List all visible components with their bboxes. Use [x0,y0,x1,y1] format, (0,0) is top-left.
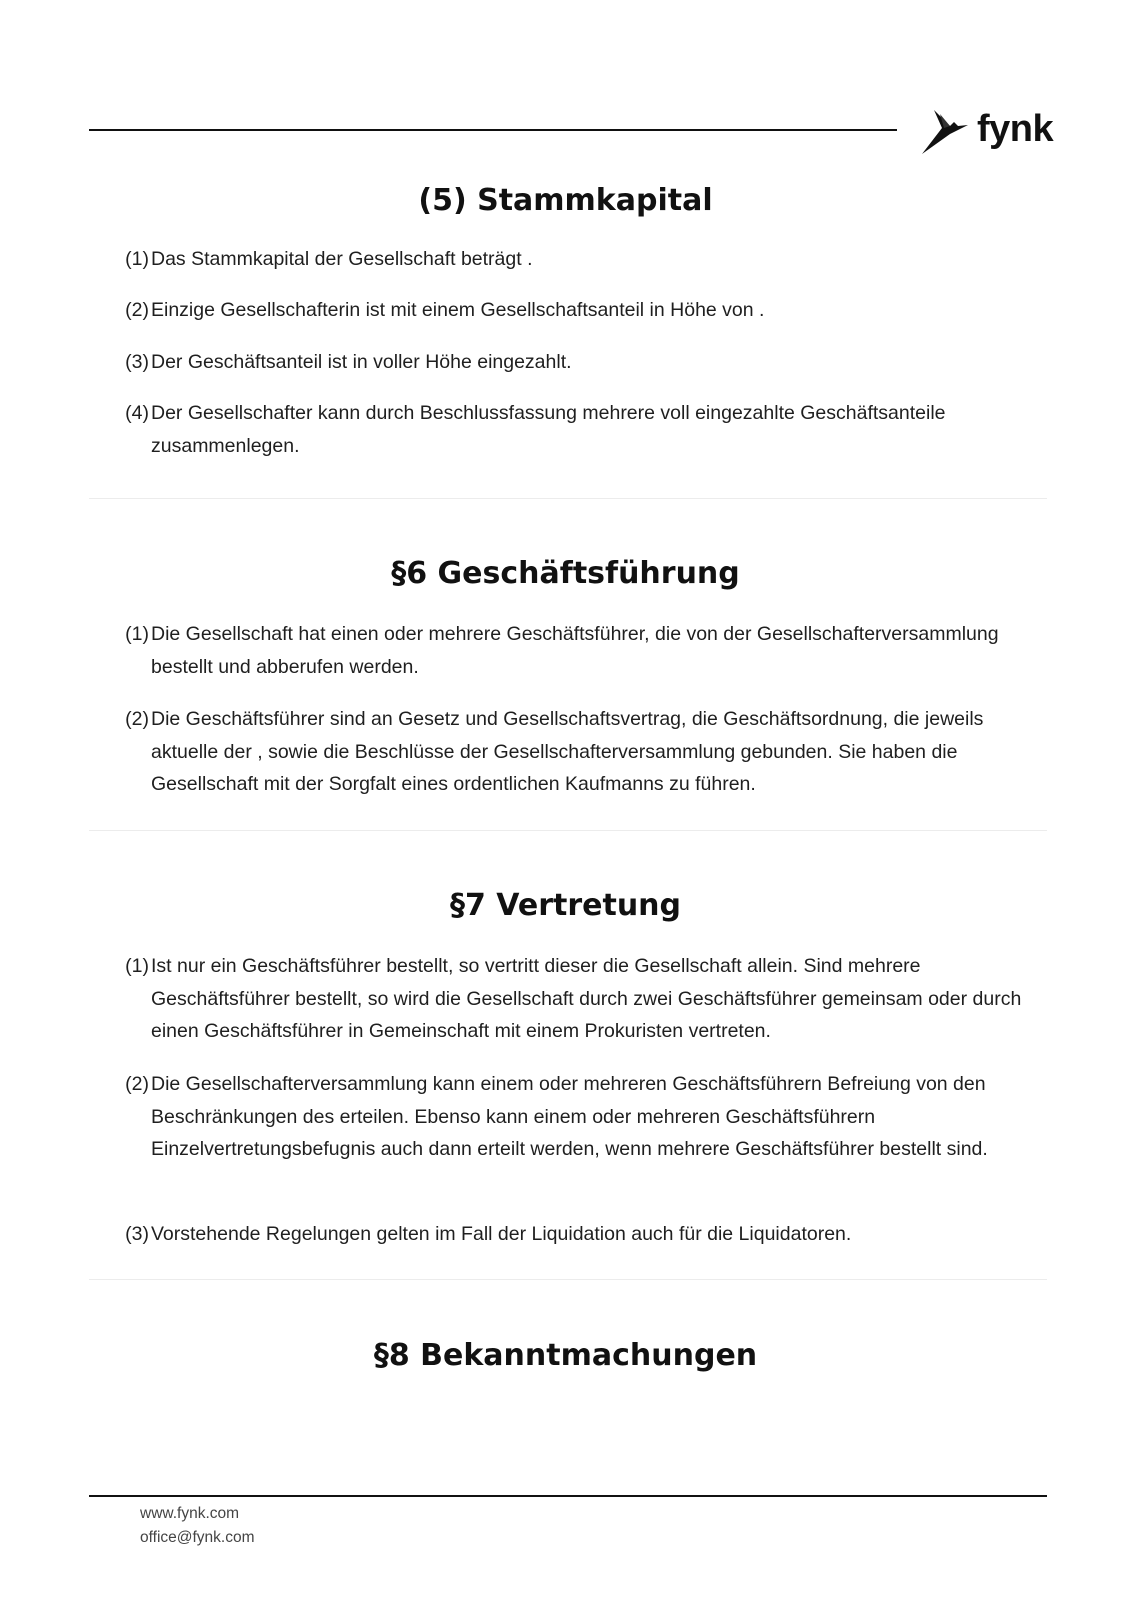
clause-5-2 [113,294,1043,327]
section-separator [89,830,1047,831]
clause-text: Das Stammkapital der Gesellschaft beträgt . [151,248,533,270]
clause-5-1 [113,243,1043,276]
clause-text: Der Gesellschafter kann durch Beschlussfassung mehrere voll eingezahlte Geschäftsanteile zusammenlegen. [151,402,946,457]
clause-text: Einzige Gesellschafterin ist mit einem Gesellschaftsanteil in Höhe von . [151,299,765,321]
clause-text: Die Geschäftsführer sind an Gesetz und Gesellschaftsvertrag, die Geschäftsordnung, die jeweils aktuelle der , sowie die Beschlüsse der Gesellschafterversammlung gebunden. Sie haben die Gesellschaft mit der Sorgfalt eines ordentlichen Kaufmanns zu führen. [151,708,984,795]
clause-number: (2) [125,1073,149,1095]
logo-wordmark: fynk [977,108,1054,150]
section-title-vertretung: §7 Vertretung [449,888,682,923]
footer-divider [89,1495,1047,1497]
clause-text: Vorstehende Regelungen gelten im Fall der Liquidation auch für die Liquidatoren. [151,1223,852,1245]
section-title-geschaeftsfuehrung: §6 Geschäftsführung [391,556,740,591]
fynk-logo [920,104,1054,160]
clause-text: Die Gesellschafterversammlung kann einem oder mehreren Geschäftsführern Befreiung von den Beschränkungen des erteilen. Ebenso kann einem oder mehreren Geschäftsführern Einzelvertretungsbefugnis auch dann erteilt werden, wenn mehrere Geschäftsführer bestellt sind. [151,1073,988,1160]
clause-number: (2) [125,708,149,730]
bird-icon [920,104,972,156]
clause-7-1 [113,950,1043,1048]
clause-6-1 [113,618,1043,683]
clause-number: (3) [125,1223,149,1245]
footer-email: office@fynk.com [140,1529,255,1546]
section-separator [89,498,1047,499]
clause-number: (2) [125,299,149,321]
clause-7-3 [113,1218,1043,1251]
clause-7-2 [113,1068,1043,1166]
header-divider [89,129,897,131]
clause-number: (1) [125,623,149,645]
section-title-stammkapital: (5) Stammkapital [418,183,713,218]
clause-5-4 [113,397,1043,462]
clause-number: (1) [125,248,149,270]
clause-number: (1) [125,955,149,977]
clause-6-2 [113,703,1043,801]
clause-5-3 [113,346,1043,379]
clause-number: (3) [125,351,149,373]
clause-text: Der Geschäftsanteil ist in voller Höhe eingezahlt. [151,351,572,373]
section-separator [89,1279,1047,1280]
clause-text: Ist nur ein Geschäftsführer bestellt, so vertritt dieser die Gesellschaft allein. Sind mehrere Geschäftsführer bestellt, so wird die Gesellschaft durch zwei Geschäftsführer gemeinsam oder durch einen Geschäftsführer in Gemeinschaft mit einem Prokuristen vertreten. [151,955,1022,1042]
section-title-bekanntmachungen: §8 Bekanntmachungen [373,1338,758,1373]
footer-website: www.fynk.com [140,1505,240,1522]
clause-text: Die Gesellschaft hat einen oder mehrere Geschäftsführer, die von der Gesellschafterversammlung bestellt und abberufen werden. [151,623,999,678]
clause-number: (4) [125,402,149,424]
